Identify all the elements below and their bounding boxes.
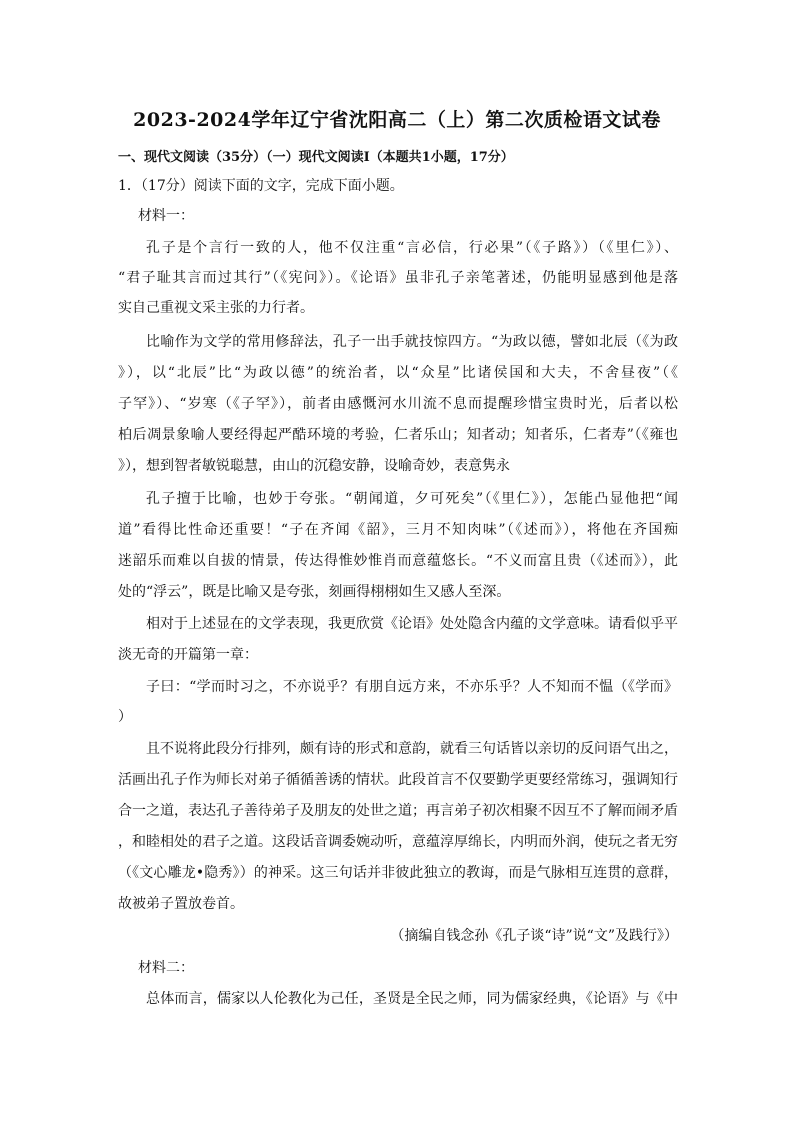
paragraph-line: 》），以“北辰”比“为政以德”的统治者，以“众星”比诸侯国和大夫，不舍昼夜”（《 <box>118 365 678 381</box>
material-label: 材料一： <box>138 208 194 224</box>
source-citation: （摘编自钱念孙《孔子谈“诗”说“文”及践行》） <box>390 928 678 944</box>
paragraph-line: 柏后凋景象喻人要经得起严酷环境的考验，仁者乐山；知者动；知者乐，仁者寿”（《雍也 <box>118 427 678 443</box>
paragraph-line: 子罕》）、“岁寒（《子罕》），前者由感慨河水川流不息而提醒珍惜宝贵时光，后者以松 <box>118 396 678 412</box>
paragraph-line: 合一之道，表达孔子善待弟子及朋友的处世之道；再言弟子初次相聚不因互不了解而闹矛盾 <box>118 803 678 819</box>
paragraph-line: 相对于上述显在的文学表现，我更欣赏《论语》处处隐含内蕴的文学意味。请看似乎平 <box>146 616 678 632</box>
paragraph-line: ，和睦相处的君子之道。这段话音调委婉动听，意蕴淳厚绵长，内明而外润，使玩之者无穷 <box>118 834 678 850</box>
paragraph-line: 比喻作为文学的常用修辞法，孔子一出手就技惊四方。“为政以德，譬如北辰（《为政 <box>146 334 678 350</box>
paragraph-line: （《文心雕龙•隐秀》）的神采。这三句话并非彼此独立的教诲，而是气脉相互连贯的意群， <box>118 865 678 881</box>
paragraph-line: 道”看得比性命还重要！“子在齐闻《韶》，三月不知肉味”（《述而》），将他在齐国痴 <box>118 522 678 538</box>
paragraph-line: 孔子擅于比喻，也妙于夸张。“朝闻道，夕可死矣”（《里仁》），怎能凸显他把“闻 <box>146 491 678 507</box>
paragraph-line: 处的“浮云”，既是比喻又是夸张，刻画得栩栩如生又感人至深。 <box>118 584 511 600</box>
section-heading: 一、现代文阅读（35分）（一）现代文阅读Ⅰ（本题共1小题，17分） <box>118 150 514 165</box>
paragraph-line: 且不说将此段分行排列，颇有诗的形式和意韵，就看三句话皆以亲切的反问语气出之， <box>146 741 678 757</box>
paragraph-line: 故被弟子置放卷首。 <box>118 896 244 912</box>
paragraph-line: “君子耻其言而过其行”（《宪问》）。《论语》虽非孔子亲笔著述，仍能明显感到他是落 <box>118 270 678 286</box>
paragraph-line: 》），想到智者敏锐聪慧，由山的沉稳安静，设喻奇妙，表意隽永 <box>118 458 510 474</box>
paragraph-line: 实自己重视文采主张的力行者。 <box>118 300 314 316</box>
paragraph-line: 迷韶乐而难以自拔的情景，传达得惟妙惟肖而意蕴悠长。“不义而富且贵（《述而》），此 <box>118 553 678 569</box>
paragraph-line: 活画出孔子作为师长对弟子循循善诱的情状。此段首言不仅要勤学更要经常练习，强调知行 <box>118 772 678 788</box>
quote-line: 子曰：“学而时习之，不亦说乎？有朋自远方来，不亦乐乎？人不知而不愠（《学而》 <box>146 679 678 695</box>
paragraph-line: 孔子是个言行一致的人，他不仅注重“言必信，行必果”（《子路》）（《里仁》）、 <box>146 240 678 256</box>
question-stem: 1．（17分）阅读下面的文字，完成下面小题。 <box>118 178 404 194</box>
quote-line: ） <box>118 709 132 725</box>
paragraph-line: 总体而言，儒家以人伦教化为己任，圣贤是全民之师，同为儒家经典，《论语》与《中 <box>146 991 678 1007</box>
material-label: 材料二： <box>138 960 194 976</box>
exam-title: 2023-2024学年辽宁省沈阳高二（上）第二次质检语文试卷 <box>133 109 661 131</box>
paragraph-line: 淡无奇的开篇第一章： <box>118 647 258 663</box>
